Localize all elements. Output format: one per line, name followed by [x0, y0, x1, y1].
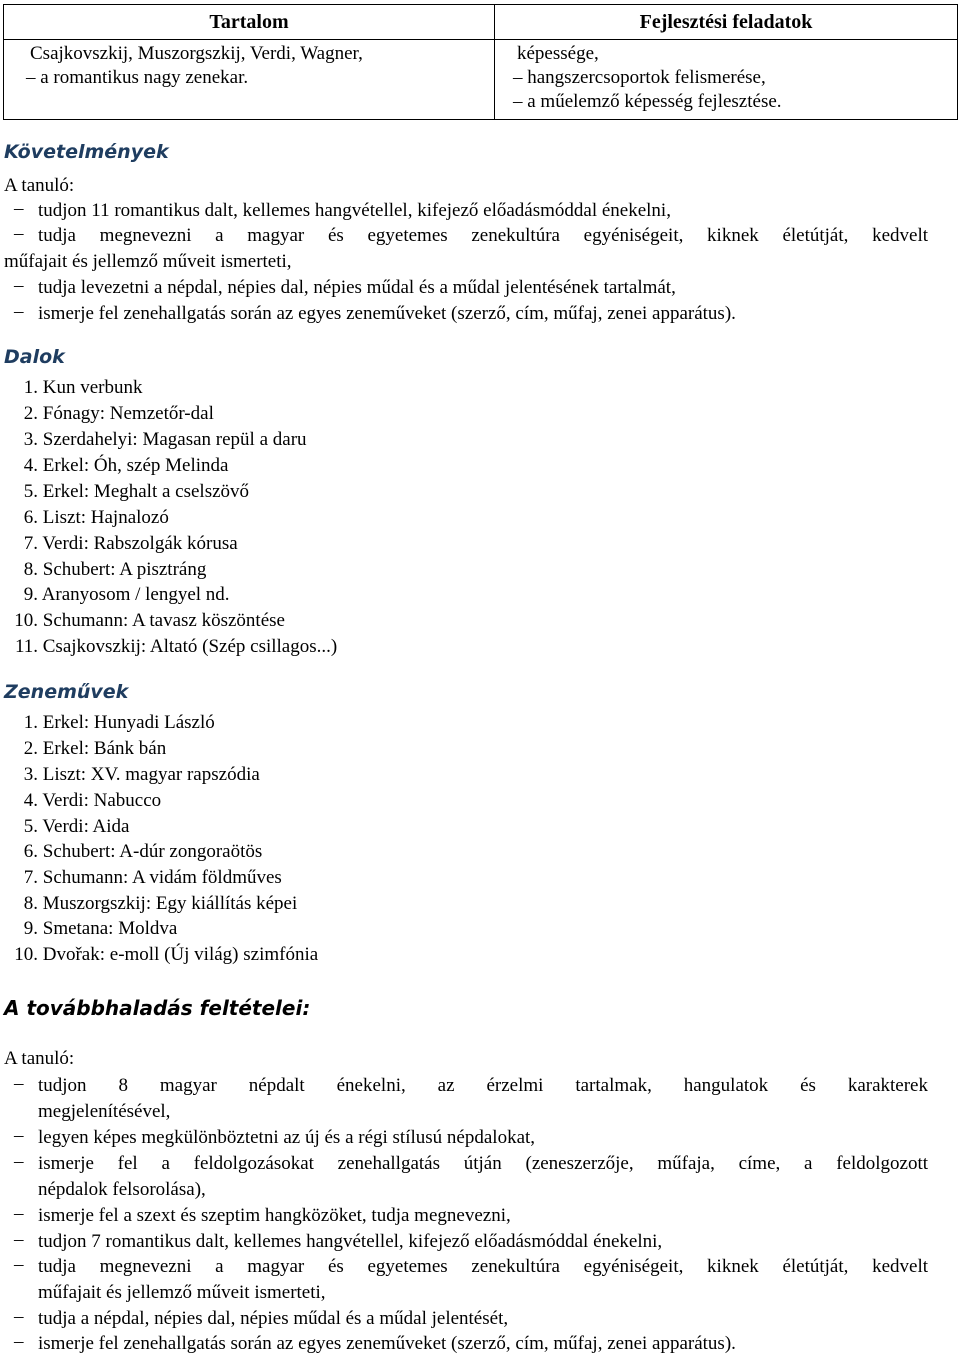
list-item: 8. Schubert: A pisztráng — [23, 559, 207, 580]
list-item: 5. Erkel: Meghalt a cselszövő — [23, 481, 250, 502]
list-item-text-cont: népdalok felsorolása), — [38, 1179, 206, 1200]
list-item: 10. Dvořak: e-moll (Új világ) szimfónia — [14, 944, 319, 965]
list-item: 9. Aranyosom / lengyel nd. — [23, 584, 230, 605]
list-item: 4. Erkel: Óh, szép Melinda — [23, 455, 229, 476]
list-item: 2. Fónagy: Nemzetőr-dal — [23, 403, 214, 424]
list-item-text: ismerje fel zenehallgatás során az egyes zeneműveket (szerző, cím, műfaj, zenei apparátus). — [38, 303, 736, 324]
table-header-tasks: Fejlesztési feladatok — [495, 5, 958, 40]
cell-line: képessége, — [517, 43, 599, 64]
dash-bullet — [14, 1254, 32, 1276]
list-item: 4. Verdi: Nabucco — [23, 790, 162, 811]
requirements-heading: Követelmények — [4, 141, 169, 163]
table-cell-content — [4, 40, 495, 120]
dash-bullet — [14, 198, 32, 220]
list-item-text-cont: megjelenítésével, — [38, 1101, 171, 1122]
songs-heading: Dalok — [4, 346, 65, 368]
dash-bullet — [14, 301, 32, 323]
list-item-text: tudja megnevezni a magyar és egyetemes zenekultúra egyéniségeit, kiknek életútját, kedvelt — [38, 1256, 928, 1277]
list-item: 2. Erkel: Bánk bán — [23, 738, 167, 759]
advance-intro: A tanuló: — [4, 1048, 75, 1069]
list-item-text: ismerje fel zenehallgatás során az egyes zeneműveket (szerző, cím, műfaj, zenei apparátus). — [38, 1333, 736, 1354]
list-item: 5. Verdi: Aida — [23, 816, 130, 837]
works-heading: Zeneművek — [4, 681, 129, 703]
dash-bullet — [14, 1229, 32, 1251]
list-item: 11. Csajkovszkij: Altató (Szép csillagos...) — [14, 636, 338, 657]
list-item: 10. Schumann: A tavasz köszöntése — [14, 610, 285, 631]
list-item: 6. Schubert: A-dúr zongoraötös — [23, 841, 263, 862]
list-item-text: tudja megnevezni a magyar és egyetemes zenekultúra egyéniségeit, kiknek életútját, kedvelt — [38, 225, 928, 246]
cell-line: – a műelemző képesség fejlesztése. — [513, 91, 782, 112]
list-item: 7. Schumann: A vidám földműves — [23, 867, 282, 888]
dash-bullet — [14, 1125, 32, 1147]
dash-bullet — [14, 1151, 32, 1173]
table-header-content: Tartalom — [4, 5, 495, 40]
list-item-text: tudjon 8 magyar népdalt énekelni, az érzelmi tartalmak, hangulatok és karakterek — [38, 1075, 928, 1096]
list-item-text: tudja levezetni a népdal, népies dal, népies műdal és a műdal jelentésének tartalmát, — [38, 277, 676, 298]
list-item: 8. Muszorgszkij: Egy kiállítás képei — [23, 893, 298, 914]
list-item-text: legyen képes megkülönböztetni az új és a régi stílusú népdalokat, — [38, 1127, 536, 1148]
dash-bullet — [14, 1331, 32, 1353]
dash-bullet — [14, 1073, 32, 1095]
dash-bullet — [14, 1306, 32, 1328]
cell-line: Csajkovszkij, Muszorgszkij, Verdi, Wagner, — [30, 43, 363, 64]
list-item-text: ismerje fel a szext és szeptim hangközöket, tudja megnevezni, — [38, 1205, 511, 1226]
list-item: 3. Liszt: XV. magyar rapszódia — [23, 764, 260, 785]
advance-heading: A továbbhaladás feltételei: — [4, 996, 311, 1020]
requirements-intro: A tanuló: — [4, 175, 75, 196]
content-table — [3, 4, 958, 120]
dash-bullet — [14, 1203, 32, 1225]
list-item-text: tudjon 11 romantikus dalt, kellemes hangvétellel, kifejező előadásmóddal énekelni, — [38, 200, 671, 221]
dash-bullet — [14, 223, 32, 245]
cell-line: – a romantikus nagy zenekar. — [26, 67, 249, 88]
list-item: 9. Smetana: Moldva — [23, 918, 178, 939]
list-item: 1. Erkel: Hunyadi László — [23, 712, 215, 733]
list-item-text: tudja a népdal, népies dal, népies műdal és a műdal jelentését, — [38, 1308, 509, 1329]
list-item-text-cont: műfajait és jellemző műveit ismerteti, — [38, 1282, 326, 1303]
table-cell-tasks — [495, 40, 958, 120]
list-item: 6. Liszt: Hajnalozó — [23, 507, 169, 528]
list-item-text-cont: műfajait és jellemző műveit ismerteti, — [4, 251, 292, 272]
list-item-text: ismerje fel a feldolgozásokat zenehallgatás útján (zeneszerzője, műfaja, címe, a feldolgozott — [38, 1153, 928, 1174]
dash-bullet — [14, 275, 32, 297]
list-item: 7. Verdi: Rabszolgák kórusa — [23, 533, 238, 554]
list-item: 3. Szerdahelyi: Magasan repül a daru — [23, 429, 307, 450]
list-item: 1. Kun verbunk — [23, 377, 143, 398]
list-item-text: tudjon 7 romantikus dalt, kellemes hangvétellel, kifejező előadásmóddal énekelni, — [38, 1231, 663, 1252]
cell-line: – hangszercsoportok felismerése, — [513, 67, 766, 88]
